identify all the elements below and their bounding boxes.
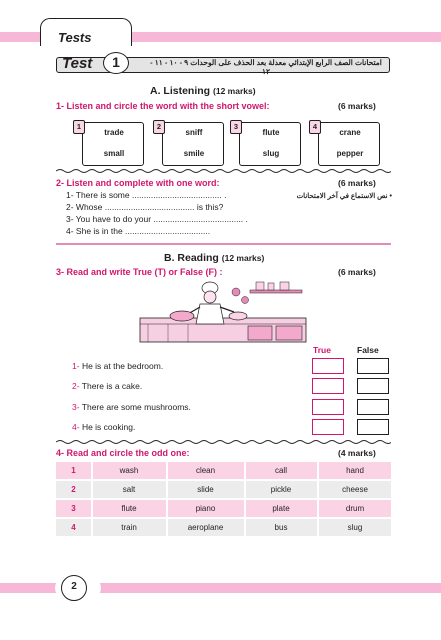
section-divider bbox=[56, 243, 391, 245]
odd-word[interactable]: hand bbox=[346, 466, 364, 475]
true-answer-box[interactable] bbox=[312, 358, 344, 374]
odd-word[interactable]: bus bbox=[274, 523, 288, 532]
odd-word[interactable]: clean bbox=[195, 466, 216, 475]
statement-3 bbox=[72, 402, 191, 412]
q3-marks: (6 marks) bbox=[338, 267, 376, 277]
fill-line-2[interactable]: 2- Whose ...................................... is this? bbox=[66, 202, 224, 212]
false-answer-box[interactable] bbox=[357, 419, 389, 435]
word-option[interactable]: crane bbox=[339, 128, 361, 137]
odd-word[interactable]: call bbox=[274, 466, 287, 475]
true-answer-box[interactable] bbox=[312, 419, 344, 435]
statement-1 bbox=[72, 361, 163, 371]
odd-word[interactable]: train bbox=[121, 523, 137, 532]
statement-4 bbox=[72, 422, 135, 432]
true-column-label: True bbox=[313, 345, 331, 355]
odd-row-3 bbox=[56, 500, 391, 517]
true-answer-box[interactable] bbox=[312, 399, 344, 415]
true-answer-box[interactable] bbox=[312, 378, 344, 394]
statement-number: 2- bbox=[72, 381, 80, 391]
fill-line-3[interactable]: 3- You have to do your ...................................... . bbox=[66, 214, 248, 224]
test-number-badge: 1 bbox=[103, 52, 129, 74]
row-number: 1 bbox=[71, 466, 76, 475]
group-number: 1 bbox=[73, 120, 85, 134]
statement-number: 1- bbox=[72, 361, 80, 371]
wavy-divider bbox=[56, 439, 391, 445]
tests-label: Tests bbox=[58, 30, 92, 45]
word-group-1 bbox=[82, 122, 144, 166]
row-number: 2 bbox=[71, 485, 76, 494]
q4-marks: (4 marks) bbox=[338, 448, 376, 458]
word-group-2 bbox=[162, 122, 224, 166]
false-answer-box[interactable] bbox=[357, 399, 389, 415]
statement-text: There is a cake. bbox=[81, 381, 143, 391]
row-number: 4 bbox=[71, 523, 76, 532]
odd-row-2 bbox=[56, 481, 391, 498]
listening-text-note: • نص الاستماع في آخر الامتحانات bbox=[296, 193, 392, 200]
fill-line-1[interactable]: 1- There is some ...................................... . bbox=[66, 190, 227, 200]
listening-title: A. Listening bbox=[150, 85, 211, 97]
statement-2 bbox=[72, 381, 142, 391]
word-option[interactable]: flute bbox=[262, 128, 280, 137]
listening-title-marks: (12 marks) bbox=[213, 86, 256, 96]
word-option[interactable]: pepper bbox=[336, 149, 364, 158]
odd-word[interactable]: aeroplane bbox=[187, 523, 224, 532]
word-group-4 bbox=[318, 122, 380, 166]
wavy-divider bbox=[56, 168, 391, 174]
odd-word[interactable]: cheese bbox=[342, 485, 368, 494]
group-number: 4 bbox=[309, 120, 321, 134]
statement-number: 4- bbox=[72, 422, 80, 432]
test-label: Test bbox=[62, 55, 93, 72]
fill-line-4[interactable]: 4- She is in the .................................... bbox=[66, 226, 211, 236]
q2-marks: (6 marks) bbox=[338, 178, 376, 188]
word-group-3 bbox=[239, 122, 301, 166]
odd-word[interactable]: piano bbox=[195, 504, 216, 513]
q3-heading: 3- Read and write True (T) or False (F) : bbox=[56, 267, 223, 277]
odd-word[interactable]: flute bbox=[121, 504, 137, 513]
word-option[interactable]: trade bbox=[104, 128, 124, 137]
group-number: 2 bbox=[153, 120, 165, 134]
page-number: 2 bbox=[61, 575, 87, 601]
false-answer-box[interactable] bbox=[357, 358, 389, 374]
arabic-title: امتحانات الصف الرابع الإبتدائي معدلة بعد الحذف على الوحدات ٩ - ١٠ - ١١ - ١٢ bbox=[150, 58, 382, 76]
odd-word[interactable]: wash bbox=[119, 466, 139, 475]
statement-text: He is at the bedroom. bbox=[81, 361, 164, 371]
reading-title: B. Reading bbox=[164, 252, 219, 264]
odd-word[interactable]: salt bbox=[122, 485, 136, 494]
false-column-label: False bbox=[357, 345, 379, 355]
q1-marks: (6 marks) bbox=[338, 101, 376, 111]
statement-number: 3- bbox=[72, 402, 80, 412]
reading-title-marks: (12 marks) bbox=[221, 253, 265, 263]
odd-row-1 bbox=[56, 462, 391, 479]
group-number: 3 bbox=[230, 120, 242, 134]
reading-section-title bbox=[164, 252, 264, 264]
row-number: 3 bbox=[71, 504, 76, 513]
odd-word[interactable]: slide bbox=[197, 485, 214, 494]
odd-word[interactable]: slug bbox=[347, 523, 363, 532]
word-option[interactable]: smile bbox=[183, 149, 205, 158]
false-answer-box[interactable] bbox=[357, 378, 389, 394]
odd-row-4 bbox=[56, 519, 391, 536]
listening-section-title bbox=[150, 85, 256, 97]
odd-word[interactable]: plate bbox=[272, 504, 290, 513]
statement-text: There are some mushrooms. bbox=[81, 402, 191, 412]
odd-word[interactable]: drum bbox=[345, 504, 365, 513]
word-option[interactable]: slug bbox=[262, 149, 280, 158]
odd-word[interactable]: pickle bbox=[270, 485, 292, 494]
word-option[interactable]: small bbox=[103, 149, 125, 158]
statement-text: He is cooking. bbox=[81, 422, 136, 432]
word-option[interactable]: sniff bbox=[185, 128, 203, 137]
q1-heading: 1- Listen and circle the word with the short vowel: bbox=[56, 101, 270, 111]
q2-heading: 2- Listen and complete with one word: bbox=[56, 178, 220, 188]
q4-heading: 4- Read and circle the odd one: bbox=[56, 448, 190, 458]
kitchen-illustration bbox=[138, 280, 308, 344]
